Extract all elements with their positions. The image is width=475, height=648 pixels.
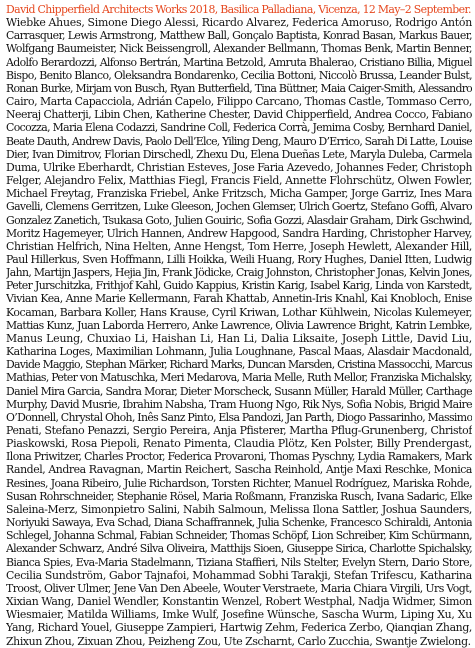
names-line: Michael Freytag, Franziska Friebel, Anke Fritzsch, Micha Gamper, Jorge Garriz, Ines Mara bbox=[6, 187, 472, 201]
names-line: Zhixun Zhou, Zixuan Zhou, Peizheng Zou, Ute Zscharnt, Carlo Zucchia, Swantje Zwielong. bbox=[6, 634, 471, 648]
names-line: Manus Leung, Chuxiao Li, Haishan Li, Han Li, Dalia Liksaite, Joseph Little, David Liu, bbox=[6, 331, 472, 345]
names-line: Carrasquer, Lewis Armstrong, Matthew Ball, Gonçalo Baptista, Konrad Basan, Markus Bauer, bbox=[6, 29, 472, 43]
names-line: Randel, Andrea Ravagnan, Martin Reichert, Sascha Reinhold, Antje Maxi Reschke, Monica bbox=[6, 463, 472, 477]
names-line: Moritz Hagemeyer, Ulrich Hannen, Andrew Hapgood, Sandra Harding, Christopher Harvey, bbox=[6, 226, 472, 240]
names-line: Felger, Alejandro Felix, Matthias Fiegl, Francis Field, Annette Flohrschütz, Olwen Fowler, bbox=[6, 174, 472, 188]
heading-exhibition-title: David Chipperfield Architects Works 2018, Basilica Palladiana, Vicenza, 12 May–2 September. bbox=[6, 3, 471, 16]
names-line: Wolfgang Baumeister, Nick Beissengroll, Alexander Bellmann, Thomas Benk, Martin Benner, bbox=[6, 42, 472, 56]
names-line: Dier, Ivan Dimitrov, Florian Dirschedl, Zhexu Du, Elena Dueñas Lete, Maryla Duleba, Carmela bbox=[6, 147, 472, 161]
names-line: Xixian Wang, Daniel Wendler, Konstantin Wenzel, Robert Westphal, Nadja Widmer, Simon bbox=[6, 595, 472, 609]
names-line: Paul Hillerkus, Sven Hoffmann, Lilli Hoikka, Weili Huang, Rory Hughes, Daniel Itten, Ludwig bbox=[6, 252, 472, 266]
names-line: O’Donnell, Chrystal Ohoh, Inês Sanz Pinto, Elsa Pandozi, Jan Parth, Diogo Passarinho, Massimo bbox=[6, 410, 472, 424]
names-line: Jahn, Martijn Jaspers, Hejia Jin, Frank Jödicke, Craig Johnston, Christopher Jonas, Kelvin Jones, bbox=[6, 266, 472, 280]
names-line: Saleina-Merz, Simonpietro Salini, Nabih Salmoun, Melissa Ilona Sattler, Joshua Saunders, bbox=[6, 502, 472, 516]
names-list bbox=[6, 16, 472, 648]
names-line: Gavelli, Clemens Gerritzen, Luke Gleeson, Jochen Glemser, Ulrich Goertz, Stefano Goffi, Alvaro bbox=[6, 200, 472, 214]
names-line: Penati, Stefano Penazzi, Sergio Pereira, Anja Pfisterer, Martha Pflug-Grunenberg, Christof bbox=[6, 424, 472, 437]
names-line: Gonzalez Zanetich, Tsukasa Goto, Julien Gouiric, Sofia Gozzi, Alasdair Graham, Dirk Gschwind, bbox=[6, 213, 472, 227]
names-line: Alexander Schwarz, André Silva Oliveira, Matthijs Sioen, Giuseppe Sirica, Charlotte Spichalsky, bbox=[6, 542, 472, 556]
names-line: Vivian Kea, Anne Marie Kellermann, Farah Khattab, Annetin-Iris Knahl, Kai Knobloch, Enise bbox=[6, 292, 472, 306]
names-line: Bispo, Benito Blanco, Oleksandra Bondarenko, Cecilia Bottoni, Niccolò Brussa, Leander Bulst, bbox=[6, 68, 472, 82]
names-line: Ronan Burke, Mirjam von Busch, Ryan Butterfield, Tina Büttner, Maia Caiger-Smith, Alessandro bbox=[6, 81, 472, 95]
names-line: Adolfo Berardozzi, Alfonso Bertrán, Martina Betzold, Amruta Bhalerao, Cristiano Billia, Miguel bbox=[6, 55, 472, 69]
names-line: Bianca Spies, Eva-Maria Stadelmann, Tiziana Staffieri, Nils Stelter, Evelyn Stern, Dario Store, bbox=[6, 555, 472, 569]
names-line: Susan Rohrschneider, Stephanie Rösel, Maria Roßmann, Franziska Rusch, Ivana Sadaric, Elke bbox=[6, 489, 472, 503]
names-line: Wiesmaier, Matilda Williams, Imke Wulf, Josefine Wünsche, Sascha Wurm, Liping Xu, Xu bbox=[6, 608, 472, 622]
names-line: Piaskowski, Rosa Piepoli, Renato Pimenta, Claudia Plötz, Ken Polster, Billy Prendergast, bbox=[6, 437, 472, 451]
names-line: Neeraj Chatterji, Libin Chen, Katherine Chester, David Chipperfield, Andrea Cocco, Fabiano bbox=[6, 108, 472, 122]
names-line: Peter Jurschitzka, Frithjof Kahl, Guido Kappius, Kristin Karig, Isabel Karig, Linda von Karstedt, bbox=[6, 279, 472, 293]
names-line: Beate Dauth, Andrew Davis, Paolo Dell’Elce, Yiling Deng, Mauro D’Errico, Sarah Di Latte, Louise bbox=[6, 134, 472, 148]
names-line: Noriyuki Sawaya, Eva Schad, Diana Schaffrannek, Julia Schenke, Francesco Schiraldi, Antonia bbox=[6, 516, 472, 530]
document-page bbox=[6, 3, 472, 648]
names-line: Ilona Priwitzer, Charles Proctor, Federica Provaroni, Thomas Pyschny, Lydia Ramakers, Mark bbox=[6, 450, 472, 464]
names-line: Cecilia Sundström, Gabor Tajnafoi, Mohammad Sobhi Tarakji, Stefan Trifescu, Katharina bbox=[6, 568, 472, 582]
names-line: Schlegel, Johanna Schmal, Fabian Schneider, Thomas Schöpf, Lion Schreiber, Kim Schürmann, bbox=[6, 529, 472, 543]
names-line: Daniel Mira Garcia, Sandra Morar, Dieter Morscheck, Susann Müller, Harald Müller, Carthage bbox=[6, 384, 472, 398]
names-line: Troost, Oliver Ulmer, Jene Van Den Abeele, Wouter Verstraete, Maria Chiara Virgili, Urs Vogt, bbox=[6, 581, 472, 595]
names-line: Kocaman, Barbara Koller, Hans Krause, Cyril Kriwan, Lothar Kühlwein, Nicolas Kulemeyer, bbox=[6, 305, 472, 319]
names-line: Mattias Kunz, Juan Laborda Herrero, Anke Lawrence, Olivia Lawrence Bright, Katrin Lembke, bbox=[6, 318, 472, 332]
names-line: Wiebke Ahues, Simone Diego Alessi, Ricardo Alvarez, Federica Amoruso, Rodrigo Antón bbox=[6, 16, 472, 30]
names-line: Duma, Ulrike Eberhardt, Christian Esteves, Jose Faria Azevedo, Johannes Feder, Christoph bbox=[6, 160, 472, 174]
names-line: Davide Maggio, Stephan Märker, Richard Marks, Duncan Marsden, Cristina Massocchi, Marcus bbox=[6, 358, 472, 372]
names-line: Christian Helfrich, Nina Helten, Anne Hengst, Tom Herre, Joseph Hewlett, Alexander Hill, bbox=[6, 239, 472, 253]
names-line: Yang, Richard Youel, Giuseppe Zampieri, Hartwig Zehm, Federica Zerbo, Qianqian Zhang, bbox=[6, 621, 472, 635]
names-line: Mathias, Peter von Matuschka, Meri Medarova, Maria Melle, Ruth Mellor, Franziska Michalsky, bbox=[6, 371, 472, 385]
names-line: Cairo, Marta Capacciola, Adrián Capelo, Filippo Carcano, Thomas Castle, Tommaso Cerro, bbox=[6, 95, 472, 109]
names-line: Resines, Joana Ribeiro, Julie Richardson, Torsten Richter, Manuel Rodríguez, Mariska Rohde, bbox=[6, 476, 472, 490]
names-line: Katharina Loges, Maximilian Lohmann, Julia Loughnane, Pascal Maas, Alasdair Macdonald, bbox=[6, 345, 472, 359]
names-line: Murphy, David Musrie, Ibrahim Nabsha, Tram Huong Ngo, Rik Nys, Sofia Nobis, Brigid Maire bbox=[6, 397, 472, 411]
names-line: Cocozza, Maria Elena Codazzi, Sandrine Coll, Federica Corrà, Jemima Cosby, Bernhard Daniel, bbox=[6, 121, 472, 135]
